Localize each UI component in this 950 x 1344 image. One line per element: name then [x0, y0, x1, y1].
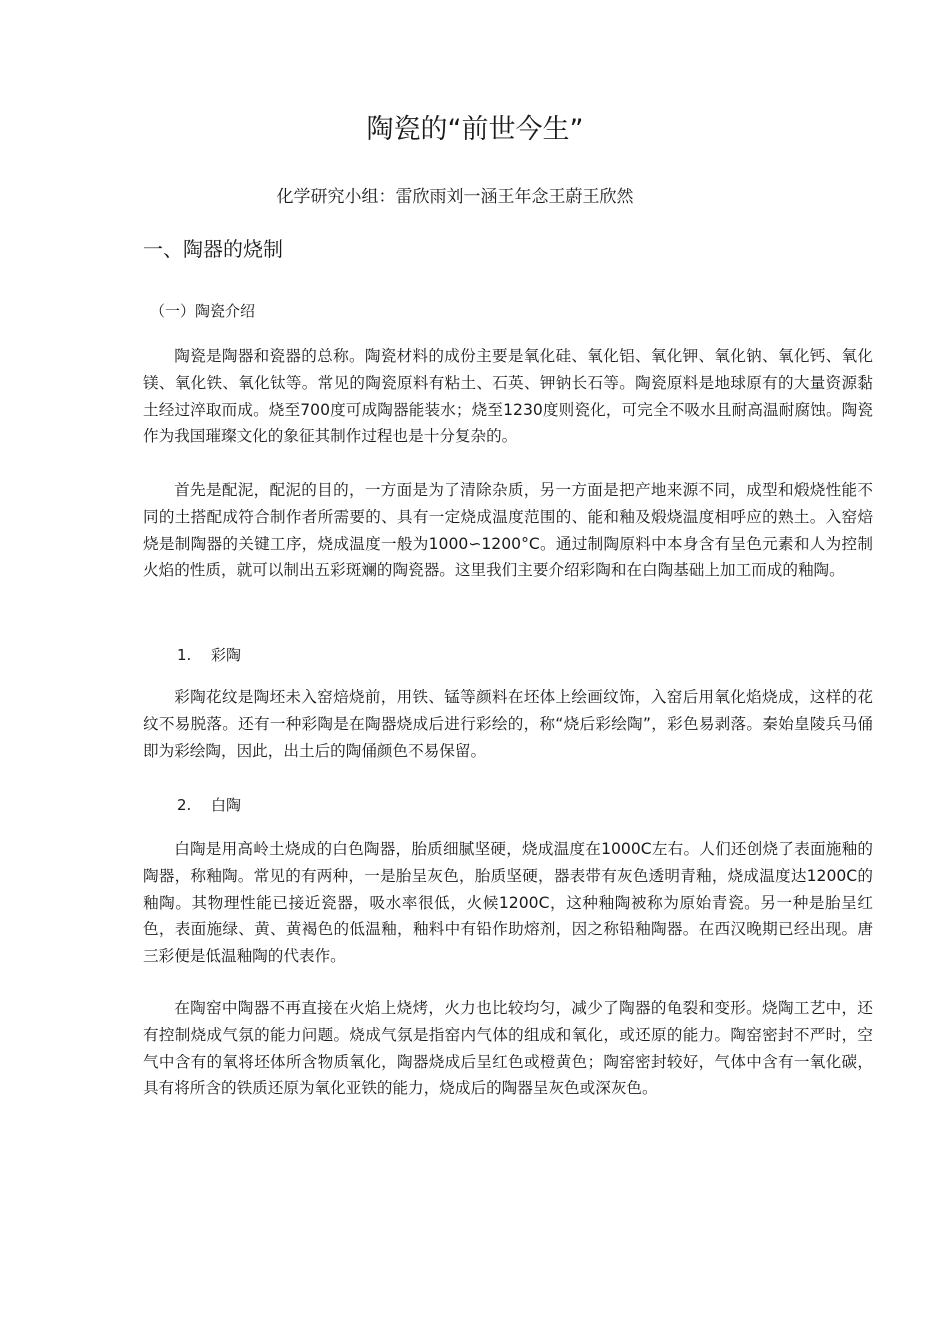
paragraph-kiln-atmosphere: 在陶窑中陶器不再直接在火焰上烧烤，火力也比较均匀，减少了陶器的龟裂和变形。烧陶工艺中，还有控制烧成气氛的能力问题。烧成气氛是指窑内气体的组成和氧化，或还原的能力。陶窑密封不严时，空气中含有的氧将坯体所含物质氧化，陶器烧成后呈红色或橙黄色；陶窑密封较好，气体中含有一氧化碳，具有将所含的铁质还原为氧化亚铁的能力，烧成后的陶器呈灰色或深灰色。: [143, 999, 873, 1098]
list-heading-white-pottery: [177, 793, 241, 817]
paragraph-process: 首先是配泥，配泥的目的，一方面是为了清除杂质，另一方面是把产地来源不同，成型和煅烧性能不同的土搭配成符合制作者所需要的、具有一定烧成温度范围的、能和釉及煅烧温度相呼应的熟土。入窑焙烧是制陶器的关键工序，烧成温度一般为1000∽1200°C。通过制陶原料中本身含有呈色元素和人为控制火焰的性质，就可以制出五彩斑斓的陶瓷器。这里我们主要介绍彩陶和在白陶基础上加工而成的釉陶。: [143, 481, 873, 580]
paragraph-painted-pottery: 彩陶花纹是陶坯未入窑焙烧前，用铁、锰等颜料在坯体上绘画纹饰，入窑后用氧化焰烧成，这样的花纹不易脱落。还有一种彩陶是在陶器烧成后进行彩绘的，称“烧后彩绘陶”，彩色易剥落。秦始皇陵兵马俑即为彩绘陶，因此，出土后的陶俑颜色不易保留。: [143, 688, 873, 760]
list-number: 1.: [177, 646, 192, 664]
list-label: 彩陶: [211, 646, 242, 664]
list-label: 白陶: [211, 796, 242, 814]
section-heading: 一、陶器的烧制: [143, 237, 283, 261]
paragraph-intro: 陶瓷是陶器和瓷器的总称。陶瓷材料的成份主要是氧化硅、氧化铝、氧化钾、氧化钠、氧化钙、氧化镁、氧化铁、氧化钛等。常见的陶瓷原料有粘土、石英、钾钠长石等。陶瓷原料是地球原有的大量资源黏土经过淬取而成。烧至700度可成陶器能装水；烧至1230度则瓷化，可完全不吸水且耐高温耐腐蚀。陶瓷作为我国璀璨文化的象征其制作过程也是十分复杂的。: [143, 347, 873, 446]
paragraph-white-pottery: 白陶是用高岭土烧成的白色陶器，胎质细腻坚硬，烧成温度在1000C左右。人们还创烧了表面施釉的陶器，称釉陶。常见的有两种，一是胎呈灰色，胎质坚硬，器表带有灰色透明青釉，烧成温度达1200C的釉陶。其物理性能已接近瓷器，吸水率很低，火候1200C，这种釉陶被称为原始青瓷。另一种是胎呈红色，表面施绿、黄、黄褐色的低温釉，釉料中有铅作助熔剂，因之称铅釉陶器。在西汉晚期已经出现。唐三彩便是低温釉陶的代表作。: [143, 840, 873, 966]
document-title: 陶瓷的“前世今生”: [366, 114, 584, 145]
author-line: 化学研究小组：雷欣雨刘一涵王年念王蔚王欣然: [276, 187, 634, 207]
subsection-heading: （一）陶瓷介绍: [150, 302, 256, 320]
list-number: 2.: [177, 796, 192, 814]
list-heading-painted-pottery: [177, 643, 241, 667]
